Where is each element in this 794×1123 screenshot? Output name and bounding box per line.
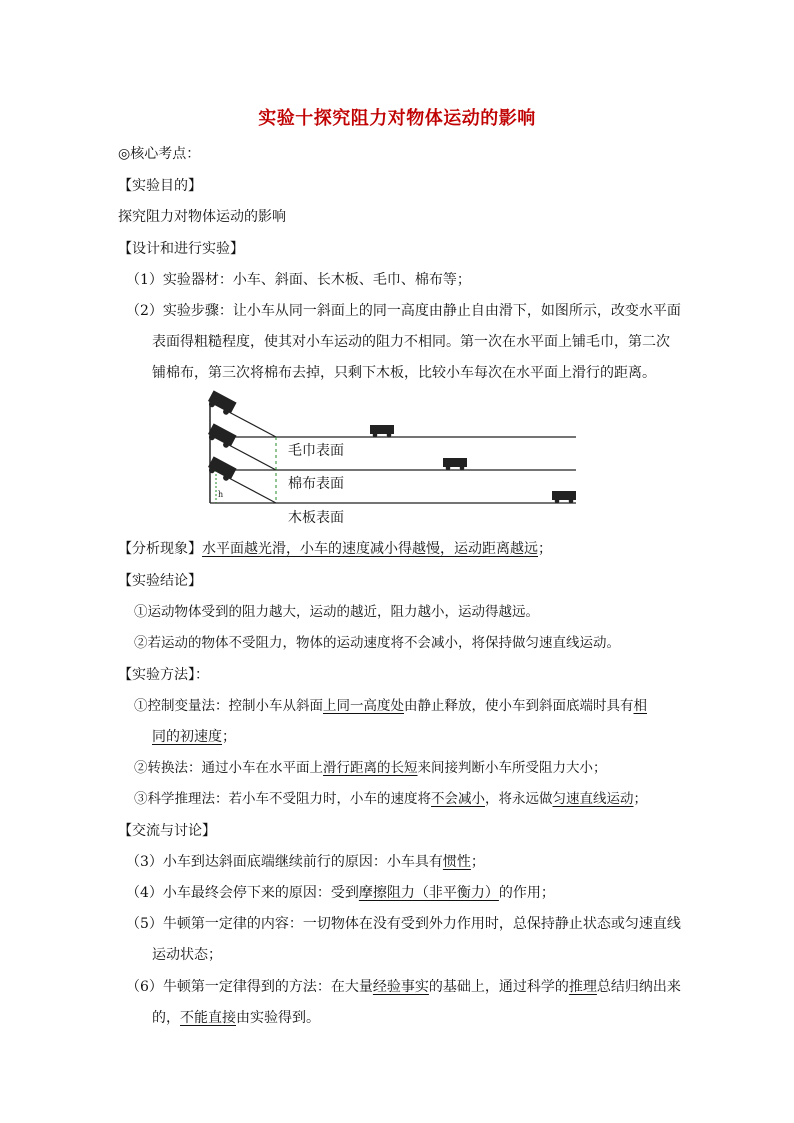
method-2-text-a: ②转换法：通过小车在水平面上: [134, 760, 323, 776]
analysis-heading: 【分析现象】: [118, 541, 202, 557]
method-1-underline-2: 相: [633, 698, 647, 714]
discussion-6-text-b: 的基础上，通过科学的: [428, 979, 569, 995]
discussion-item-4: [126, 883, 555, 903]
wood-surface-label: 木板表面: [288, 510, 344, 526]
method-3-text-b: ，将永远做: [485, 791, 553, 807]
method-1-text-a: ①控制变量法：控制小车从斜面: [134, 698, 323, 714]
method-item-1-line-2: [152, 727, 236, 747]
method-1-end: ；: [222, 729, 236, 745]
cart-wood-surface: [552, 491, 576, 503]
ramp-2: [210, 435, 576, 470]
cart-towel-surface: [370, 425, 394, 437]
method-3-end: ；: [633, 791, 647, 807]
discussion-heading: 【交流与讨论】: [118, 823, 216, 839]
discussion-item-6-line-1: [126, 977, 681, 997]
discussion-6-text-c: 总结归纳出来: [596, 979, 681, 995]
design-item-2-line-2: 表面得粗糙程度，使其对小车运动的阻力不相同。第一次在水平面上铺毛巾，第二次: [152, 334, 670, 350]
method-heading: 【实验方法】：: [118, 667, 209, 683]
discussion-4-text-b: 的作用；: [498, 885, 555, 901]
conclusion-item-2: ②若运动的物体不受阻力，物体的运动速度将不会减小，将保持做匀速直线运动。: [134, 635, 620, 651]
discussion-6-line-2-text-b: 由实验得到。: [236, 1010, 320, 1026]
method-1-underline-1: 上同一高度处: [323, 698, 404, 714]
discussion-6-underline-2: 推理: [568, 979, 597, 995]
discussion-6-text-a: （6）牛顿第一定律得到的方法：在大量: [126, 979, 373, 995]
discussion-4-text-a: （4）小车最终会停下来的原因：受到: [126, 885, 359, 901]
conclusion-item-1: ①运动物体受到的阻力越大，运动的越近，阻力越小，运动得越远。: [134, 604, 539, 620]
method-3-underline-1: 不会减小: [431, 791, 485, 807]
design-item-2-line-3: 铺棉布，第三次将棉布去掉，只剩下木板，比较小车每次在水平面上滑行的距离。: [152, 365, 656, 381]
discussion-4-underline: 摩擦阻力（非平衡力）: [358, 885, 499, 901]
height-label: h: [218, 490, 224, 499]
core-points-label: ◎核心考点：: [118, 146, 201, 162]
design-item-1: （1）实验器材：小车、斜面、长木板、毛巾、棉布等；: [126, 272, 471, 288]
analysis-text: 水平面越光滑，小车的速度减小得越慢，运动距离越远: [202, 541, 538, 557]
design-item-2-line-1: （2）实验步骤：让小车从同一斜面上的同一高度由静止自由滑下，如图所示，改变水平面: [126, 303, 681, 319]
ramp-3: [210, 468, 576, 503]
method-3-text-a: ③科学推理法：若小车不受阻力时，小车的速度将: [134, 791, 431, 807]
method-3-underline-2: 匀速直线运动: [552, 791, 634, 807]
experiment-figure: [196, 390, 586, 530]
analysis-end: ；: [538, 541, 552, 557]
discussion-item-5-line-2: 运动状态；: [152, 947, 222, 963]
discussion-item-6-line-2: [152, 1008, 320, 1028]
conclusion-heading: 【实验结论】: [118, 573, 202, 589]
method-1-text-b: 由静止释放，使小车到斜面底端时具有: [404, 698, 634, 714]
method-item-2: [134, 758, 607, 778]
design-heading: 【设计和进行实验】: [118, 241, 244, 257]
towel-surface-label: 毛巾表面: [288, 443, 344, 459]
purpose-heading: 【实验目的】: [118, 178, 202, 194]
cart-cotton-surface: [443, 458, 467, 470]
method-2-underline: 滑行距离的长短: [323, 760, 418, 776]
discussion-6-line-2-underline: 不能直接: [180, 1010, 236, 1026]
discussion-3-text: （3）小车到达斜面底端继续前行的原因：小车具有: [126, 854, 443, 870]
cotton-surface-label: 棉布表面: [288, 476, 344, 492]
page-title: 实验十探究阻力对物体运动的影响: [258, 108, 536, 129]
method-1-underline-3: 同的初速度: [152, 729, 222, 745]
method-item-3: [134, 789, 647, 809]
discussion-3-underline: 惯性: [442, 854, 471, 870]
discussion-item-5-line-1: （5）牛顿第一定律的内容：一切物体在没有受到外力作用时，总保持静止状态或匀速直线: [126, 916, 681, 932]
purpose-text: 探究阻力对物体运动的影响: [118, 209, 286, 225]
discussion-3-end: ；: [470, 854, 485, 870]
method-2-text-b: 来间接判断小车所受阻力大小；: [417, 760, 607, 776]
discussion-6-underline-1: 经验事实: [372, 979, 429, 995]
discussion-item-3: [126, 852, 485, 872]
analysis-line: [118, 539, 552, 559]
method-item-1-line-1: [134, 696, 647, 716]
discussion-6-line-2-text-a: 的，: [152, 1010, 180, 1026]
